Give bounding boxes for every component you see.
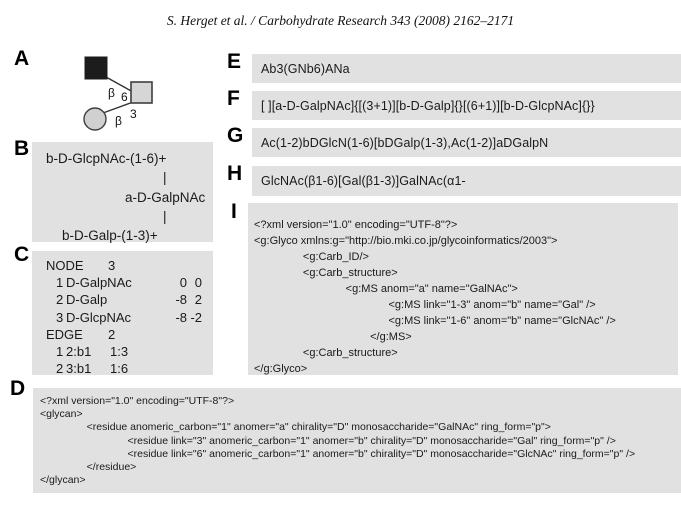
- edge-row: [32, 360, 213, 377]
- panel-g-notation: [252, 128, 681, 157]
- node-keyword: NODE: [46, 258, 84, 273]
- gal-circle-symbol: [84, 108, 106, 130]
- xml-line: <g:MS link="1-3" anom="b" name="Gal" />: [254, 299, 596, 311]
- xml-line: <g:Carb_structure>: [254, 267, 398, 279]
- xml-line: </glycan>: [40, 474, 86, 487]
- notation-text: [ ][a-D-GalpNAc]{[(3+1)][b-D-Galp]{}[(6+1)][b-D-GlcpNAc]{}}: [261, 98, 595, 113]
- xml-line: <g:Carb_structure>: [254, 347, 398, 359]
- notation-text: GlcNAc(β1-6)[Gal(β1-3)]GalNAc(α1-: [261, 174, 466, 188]
- linkage-3-label: 3: [130, 107, 137, 121]
- node-y: -2: [190, 309, 202, 325]
- xml-line: <residue link="3" anomeric_carbon="1" anomer="b" chirality="D" monosaccharide="Gal" ring_form="p" />: [40, 434, 616, 447]
- node-name: D-GalpNAc: [66, 275, 132, 291]
- edge-header-row: [32, 326, 213, 343]
- notation-text: Ac(1-2)bDGlcN(1-6)[bDGalp(1-3),Ac(1-2)]aDGalpN: [261, 135, 549, 150]
- panel-e-linearcode-notation: [252, 54, 681, 83]
- edge-position: 1:6: [110, 361, 129, 377]
- galnac-gray-square-symbol: [131, 82, 152, 103]
- panel-i-label: I: [231, 200, 237, 223]
- node-index: 1: [56, 275, 64, 291]
- node-x: 0: [179, 275, 187, 291]
- xml-line: </residue>: [40, 461, 137, 474]
- node-header-row: [32, 257, 213, 274]
- edge-index: 1: [56, 344, 64, 360]
- node-x: -8: [175, 309, 187, 325]
- edge-index: 2: [56, 361, 64, 377]
- xml-line: </g:MS>: [254, 331, 412, 343]
- beta-bottom-label: β: [115, 114, 122, 128]
- panel-e-label: E: [227, 50, 242, 73]
- panel-d-label: D: [10, 377, 26, 400]
- glcnac-black-square-symbol: [85, 57, 107, 79]
- panel-a-label: A: [14, 47, 30, 70]
- xml-line: <residue anomeric_carbon="1" anomer="a" chirality="D" monosaccharide="GalNAc" ring_form="p">: [40, 421, 551, 434]
- panel-b-label: B: [14, 137, 30, 160]
- linkage-6-label: 6: [121, 90, 128, 104]
- node-index: 2: [56, 292, 64, 308]
- node-y: 0: [194, 275, 202, 291]
- edge-keyword: EDGE: [46, 326, 83, 342]
- notation-line: a-D-GalpNAc: [125, 189, 206, 205]
- edge-link: 2:b1: [66, 344, 92, 360]
- panel-c-label: C: [14, 243, 30, 266]
- edge-position: 1:3: [110, 344, 129, 360]
- panel-f-label: F: [227, 87, 240, 110]
- branch-connector: |: [163, 170, 167, 186]
- xml-line: <g:MS anom="a" name="GalNAc">: [254, 283, 518, 295]
- xml-line: <g:Carb_ID/>: [254, 251, 369, 263]
- xml-line: <g:Glyco xmlns:g="http://bio.mki.co.jp/glycoinformatics/2003">: [254, 235, 558, 247]
- panel-d-glycan-xml: [33, 388, 681, 493]
- notation-line: b-D-GlcpNAc-(1-6)+: [46, 151, 167, 166]
- node-name: D-GlcpNAc: [66, 309, 132, 325]
- panel-b-linucs-notation: [32, 142, 213, 242]
- panel-g-label: G: [227, 124, 244, 147]
- xml-line: <g:MS link="1-6" anom="b" name="GlcNAc" />: [254, 315, 616, 327]
- node-row: [32, 291, 213, 308]
- beta-top-label: β: [108, 86, 115, 100]
- edge-link: 3:b1: [66, 361, 92, 377]
- panel-i-glyco-xml: [248, 203, 678, 375]
- xml-line: <residue link="6" anomeric_carbon="1" anomer="b" chirality="D" monosaccharide="GlcNAc" ring_form="p" />: [40, 447, 636, 460]
- glycan-symbol-diagram: [60, 50, 170, 140]
- panel-c-node-edge-notation: [32, 251, 213, 375]
- panel-h-iupac-notation: [252, 166, 681, 196]
- edge-row: [32, 343, 213, 360]
- notation-line: b-D-Galp-(1-3)+: [62, 228, 158, 244]
- node-row: [32, 309, 213, 326]
- node-name: D-Galp: [66, 292, 108, 308]
- branch-connector: |: [163, 208, 167, 224]
- edge-count: 2: [108, 326, 116, 342]
- node-index: 3: [56, 309, 64, 325]
- node-count: 3: [108, 258, 116, 273]
- node-x: -8: [175, 292, 187, 308]
- node-y: 2: [194, 292, 202, 308]
- xml-line: <?xml version="1.0" encoding="UTF-8"?>: [254, 219, 458, 231]
- notation-text: Ab3(GNb6)ANa: [261, 61, 350, 76]
- node-row: [32, 274, 213, 291]
- xml-line: <glycan>: [40, 408, 83, 421]
- panel-h-label: H: [227, 162, 243, 185]
- xml-line: <?xml version="1.0" encoding="UTF-8"?>: [40, 395, 235, 407]
- journal-citation: S. Herget et al. / Carbohydrate Research 343 (2008) 2162–2171: [166, 13, 515, 28]
- panel-f-bcsdb-notation: [252, 91, 681, 120]
- xml-line: </g:Glyco>: [254, 363, 308, 375]
- linkage-line-b3: [103, 102, 133, 113]
